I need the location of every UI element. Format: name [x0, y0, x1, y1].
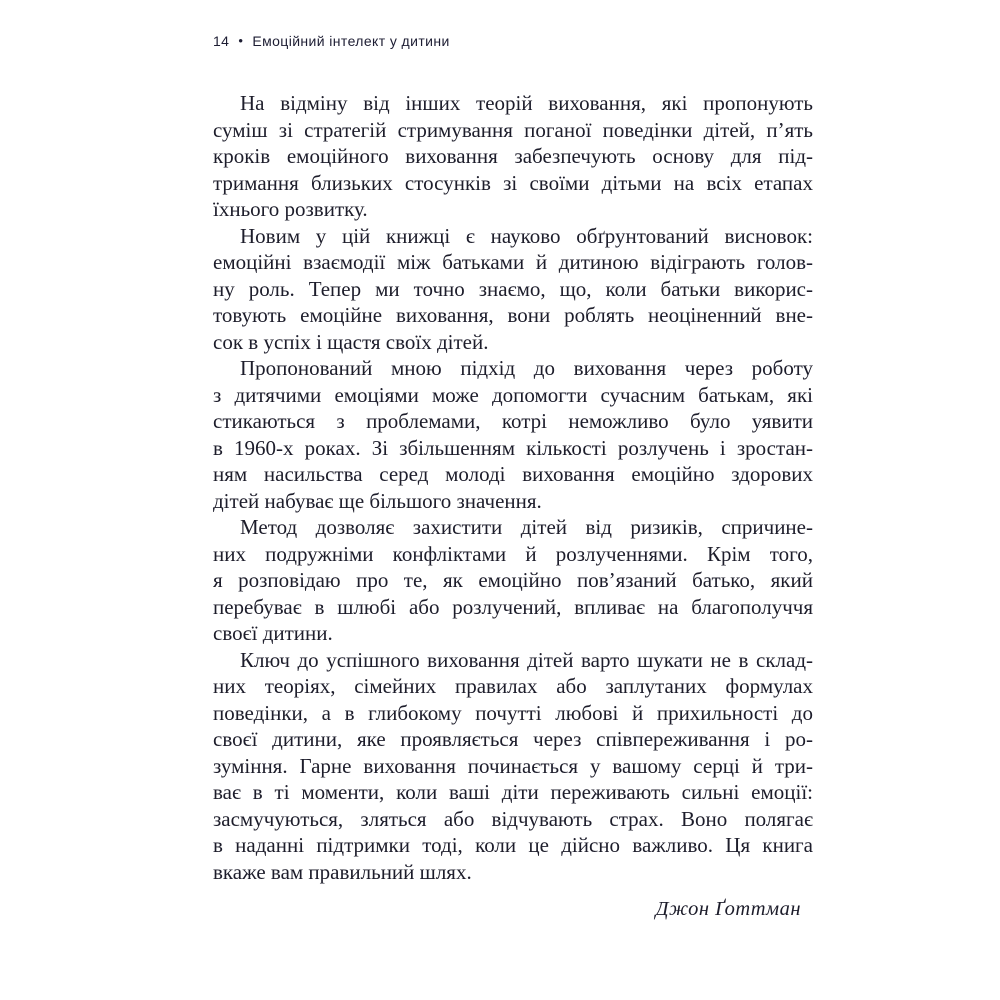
text-line: дітей набуває ще більшого значення.: [213, 488, 542, 513]
text-line: перебуває в шлюбі або розлучений, впливає на благополуччя: [213, 594, 813, 619]
text-line: стикаються з проблемами, котрі неможливо було уявити: [213, 409, 813, 433]
text-line: їхнього розвитку.: [213, 197, 368, 221]
text-line: них подружніми конфліктами й розлученнями. Крім того,: [213, 541, 813, 566]
text-line: своєї дитини, яке проявляється через співпереживання і ро-: [213, 727, 813, 751]
text-line: в 1960-х роках. Зі збільшенням кількості розлучень і зростан-: [213, 435, 813, 460]
text-line: поведінки, а в глибокому почутті любові й прихильності до: [213, 700, 813, 725]
text-line: кроків емоційного виховання забезпечують основу для під-: [213, 144, 813, 168]
text-line: суміш зі стратегій стримування поганої поведінки дітей, п’ять: [213, 117, 813, 142]
text-line: На відміну від інших теорій виховання, які пропонують: [240, 91, 813, 115]
paragraph: [213, 355, 813, 514]
text-line: них теоріях, сімейних правилах або заплутаних формулах: [213, 674, 813, 698]
text-line: товують емоційне виховання, вони роблять неоціненний вне-: [213, 303, 813, 327]
text-line: засмучуються, зляться або відчувають страх. Воно полягає: [213, 806, 813, 831]
text-line: з дитячими емоціями може допомогти сучасним батькам, які: [213, 382, 813, 407]
paragraph: [213, 223, 813, 356]
text-line: ням насильства серед молоді виховання емоційно здорових: [213, 462, 813, 486]
text-line: зуміння. Гарне виховання починається у вашому серці й три-: [213, 753, 813, 778]
text-line: ває в ті моменти, коли ваші діти переживають сильні емоції:: [213, 780, 813, 804]
running-title: Емоційний інтелект у дитини: [252, 33, 450, 49]
bullet-separator-icon: •: [238, 32, 244, 48]
text-line: Новим у цій книжці є науково обґрунтований висновок:: [240, 223, 813, 248]
paragraph: [213, 647, 813, 886]
text-line: емоційні взаємодії між батьками й дитиною відіграють голов-: [213, 250, 813, 274]
page-header: [213, 33, 450, 49]
author-signature: Джон Ґоттман: [655, 898, 801, 920]
page-number: 14: [213, 33, 230, 49]
text-line: я розповідаю про те, як емоційно пов’язаний батько, який: [213, 568, 813, 592]
text-line: Метод дозволяє захистити дітей від ризиків, спричине-: [240, 515, 813, 539]
body-paragraphs: [213, 90, 813, 885]
text-line: Пропонований мною підхід до виховання через роботу: [240, 356, 813, 380]
text-line: вкаже вам правильний шлях.: [213, 859, 472, 884]
paragraph: [213, 514, 813, 647]
text-line: в наданні підтримки тоді, коли це дійсно важливо. Ця книга: [213, 833, 813, 857]
paragraph: [213, 90, 813, 223]
text-line: сок в успіх і щастя своїх дітей.: [213, 329, 489, 354]
text-line: своєї дитини.: [213, 621, 333, 645]
text-line: тримання близьких стосунків зі своїми дітьми на всіх етапах: [213, 170, 813, 195]
text-line: ну роль. Тепер ми точно знаємо, що, коли батьки викорис-: [213, 276, 813, 301]
text-line: Ключ до успішного виховання дітей варто шукати не в склад-: [240, 647, 813, 672]
